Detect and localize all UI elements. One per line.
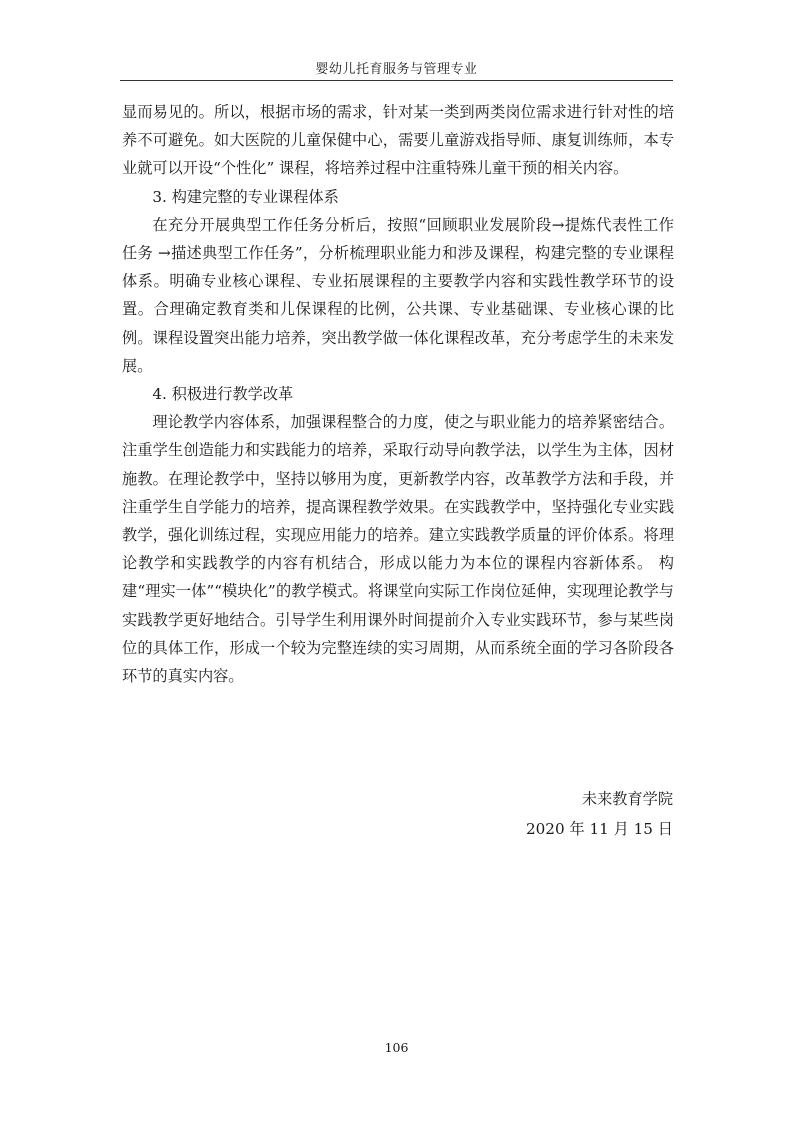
page-number: 106 [384, 1040, 409, 1055]
header-rule [120, 80, 673, 81]
signature-date: 2020 年 11 月 15 日 [525, 820, 673, 838]
running-header: 婴幼儿托育服务与管理专业 [315, 62, 478, 77]
section-heading-4: 4. 积极进行教学改革 [152, 385, 294, 404]
paragraph-intro: 显而易见的。所以，根据市场的需求，针对某一类到两类岗位需求进行针对性的培养不可避免。如大医院的儿童保健中心，需要儿童游戏指导师、康复训练师，本专业就可以开设“个性化” 课程，将培养过程中注重特殊儿童干预的相关内容。 [122, 103, 674, 178]
section-heading-3: 3. 构建完整的专业课程体系 [152, 187, 339, 206]
signature-organization: 未来教育学院 [581, 790, 673, 808]
paragraph-teaching-reform: 理论教学内容体系，加强课程整合的力度，使之与职业能力的培养紧密结合。注重学生创造能力和实践能力的培养，采取行动导向教学法，以学生为主体，因材施教。在理论教学中，坚持以够用为度，更新教学内容，改革教学方法和手段，并 注重学生自学能力的培养，提高课程教学效果。在实践教学中，坚持强化专业实践教学，强化训练过程，实现应用能力的培养。建立实践教学质量的评价体系。将理论教学和实践教学的内容有机结合，形成以能力为本位的课程内容新体系。 构建“理实一体”“模块化”的教学模式。将课堂向实际工作岗位延伸，实现理论教学与实践教学更好地结合。引导学生利用课外时间提前介入专业实践环节，参与某些岗位的具体工作，形成一个较为完整连续的实习周期，从而系统全面的学习各阶段各环节的真实内容。 [122, 413, 674, 686]
paragraph-curriculum-system: 在充分开展典型工作任务分析后，按照“回顾职业发展阶段→提炼代表性工作任务 →描述典型工作任务”，分析梳理职业能力和涉及课程，构建完整的专业课程体系。明确专业核心课程、专业拓展课程的主要教学内容和实践性教学环节的设置。合理确定教育类和儿保课程的比例，公共课、专业基础课、专业核心课的比例。课程设置突出能力培养，突出教学做一体化课程改革，充分考虑学生的未来发展。 [122, 215, 674, 375]
document-body [122, 98, 674, 690]
